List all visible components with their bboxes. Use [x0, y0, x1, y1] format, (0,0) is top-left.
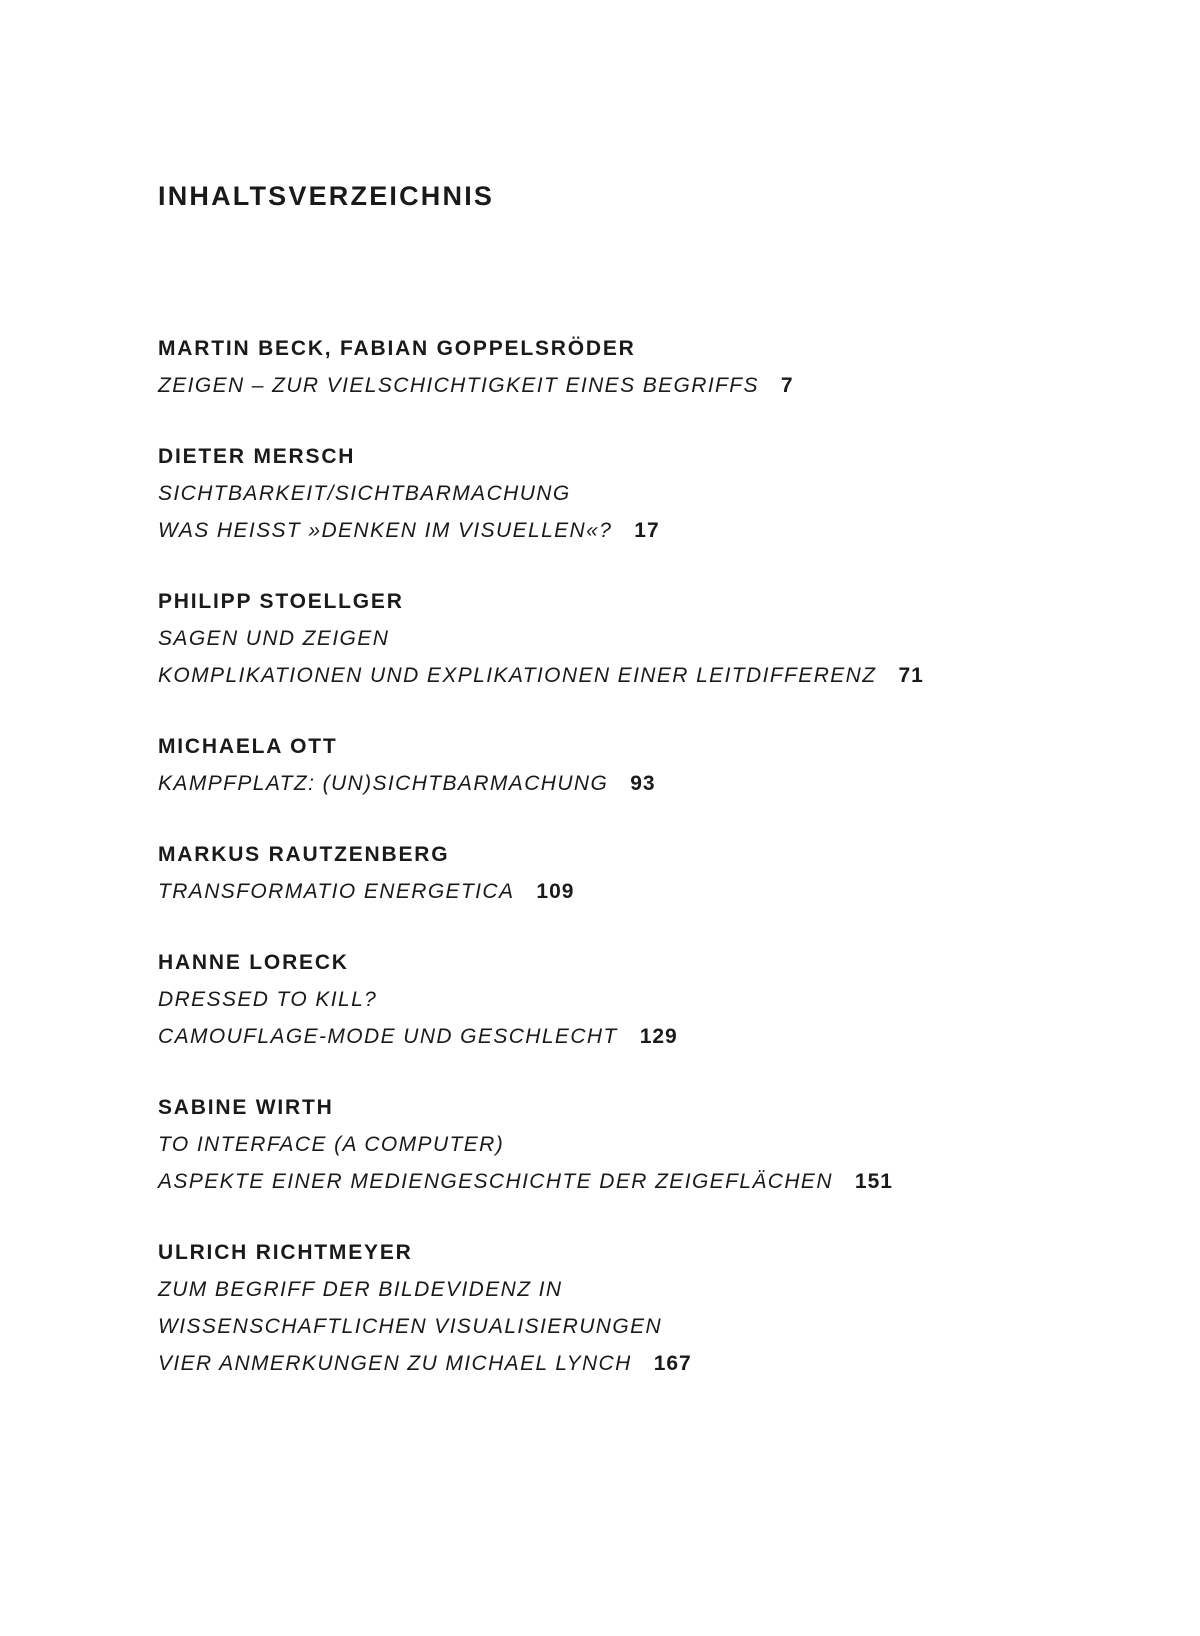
- entry-title-line: [158, 873, 1158, 910]
- entry-author: MARKUS RAUTZENBERG: [158, 843, 450, 866]
- entry-page-number: 167: [653, 1352, 692, 1375]
- entry-author: SABINE WIRTH: [158, 1096, 334, 1119]
- entry-title-line: [158, 1345, 1158, 1382]
- toc-entry: [158, 1089, 1158, 1200]
- entry-title-text: ZEIGEN – ZUR VIELSCHICHTIGKEIT EINES BEGRIFFS: [158, 374, 759, 397]
- entry-title-line: [158, 1308, 1158, 1345]
- entry-title-text: ASPEKTE EINER MEDIENGESCHICHTE DER ZEIGEFLÄCHEN: [158, 1170, 833, 1193]
- entry-title-line: [158, 657, 1158, 694]
- entry-title-text: SICHTBARKEIT/SICHTBARMACHUNG: [158, 482, 571, 505]
- entry-title-text: VIER ANMERKUNGEN ZU MICHAEL LYNCH: [158, 1352, 632, 1375]
- entry-page-number: 129: [639, 1025, 678, 1048]
- entry-page-number: 151: [854, 1170, 893, 1193]
- toc-entry: [158, 438, 1158, 549]
- entry-title-line: [158, 1163, 1158, 1200]
- entry-author: PHILIPP STOELLGER: [158, 590, 404, 613]
- entry-title-text: TO INTERFACE (A COMPUTER): [158, 1133, 505, 1156]
- entry-page-number: 71: [898, 664, 924, 687]
- entry-page-number: 93: [630, 772, 656, 795]
- entry-title-text: SAGEN UND ZEIGEN: [158, 627, 390, 650]
- toc-entry: [158, 330, 1158, 404]
- entry-title-line: [158, 1126, 1158, 1163]
- toc-entry: [158, 1234, 1158, 1382]
- entry-title-line: [158, 475, 1158, 512]
- page-title: INHALTSVERZEICHNIS: [158, 181, 495, 211]
- entry-title-line: [158, 981, 1158, 1018]
- entry-title-text: TRANSFORMATIO ENERGETICA: [158, 880, 515, 903]
- entry-title-line: [158, 765, 1158, 802]
- entry-title-text: WISSENSCHAFTLICHEN VISUALISIERUNGEN: [158, 1315, 663, 1338]
- entry-title-line: [158, 1018, 1158, 1055]
- entry-author: HANNE LORECK: [158, 951, 349, 974]
- entry-author: MARTIN BECK, FABIAN GOPPELSRÖDER: [158, 337, 636, 360]
- toc-entry: [158, 944, 1158, 1055]
- entry-title-text: DRESSED TO KILL?: [158, 988, 378, 1011]
- entry-page-number: 109: [536, 880, 575, 903]
- entry-title-line: [158, 1271, 1158, 1308]
- entry-title-text: KAMPFPLATZ: (UN)SICHTBARMACHUNG: [158, 772, 609, 795]
- toc-entries: [158, 330, 1158, 1416]
- entry-author: DIETER MERSCH: [158, 445, 356, 468]
- entry-author: ULRICH RICHTMEYER: [158, 1241, 413, 1264]
- toc-entry: [158, 728, 1158, 802]
- entry-page-number: 17: [634, 519, 660, 542]
- toc-entry: [158, 836, 1158, 910]
- entry-title-line: [158, 620, 1158, 657]
- toc-entry: [158, 583, 1158, 694]
- entry-title-text: WAS HEISST »DENKEN IM VISUELLEN«?: [158, 519, 613, 542]
- entry-title-text: CAMOUFLAGE-MODE UND GESCHLECHT: [158, 1025, 618, 1048]
- entry-title-text: ZUM BEGRIFF DER BILDEVIDENZ IN: [158, 1278, 563, 1301]
- entry-title-text: KOMPLIKATIONEN UND EXPLIKATIONEN EINER LEITDIFFERENZ: [158, 664, 877, 687]
- entry-title-line: [158, 367, 1158, 404]
- entry-page-number: 7: [780, 374, 794, 397]
- entry-title-line: [158, 512, 1158, 549]
- entry-author: MICHAELA OTT: [158, 735, 338, 758]
